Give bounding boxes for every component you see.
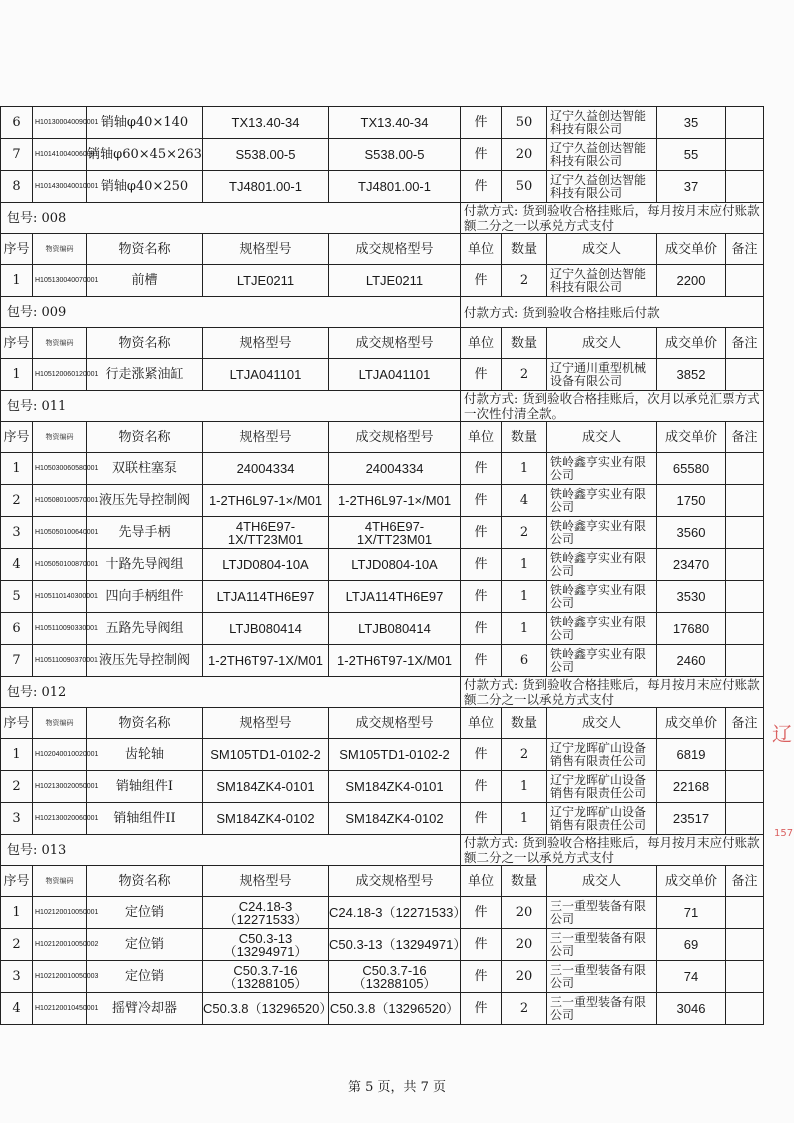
unit: 件: [461, 645, 502, 677]
column-header: 物资名称: [87, 708, 203, 739]
unit: 件: [461, 929, 502, 961]
unit-price: 23470: [657, 549, 726, 581]
spec-model: S538.00-5: [203, 139, 329, 171]
material-name: 双联柱塞泵: [87, 453, 203, 485]
deal-spec-model: 24004334: [329, 453, 461, 485]
unit: 件: [461, 961, 502, 993]
red-seal-stamp: [768, 700, 794, 850]
vendor: 铁岭鑫亨实业有限公司: [547, 645, 657, 677]
column-header: 序号: [1, 708, 33, 739]
material-code: H102130020050001: [33, 771, 87, 803]
quantity: 20: [502, 139, 547, 171]
spec-model: C50.3.8（13296520）: [203, 993, 329, 1025]
table-row: [1, 803, 764, 835]
vendor: 辽宁通川重型机械设备有限公司: [547, 359, 657, 391]
material-name: 液压先导控制阀: [87, 645, 203, 677]
spec-model: 24004334: [203, 453, 329, 485]
vendor: 辽宁久益创达智能科技有限公司: [547, 107, 657, 139]
quantity: 2: [502, 517, 547, 549]
spec-model: SM184ZK4-0102: [203, 803, 329, 835]
column-header: 成交单价: [657, 708, 726, 739]
row-no: 3: [1, 961, 33, 993]
table-row: [1, 739, 764, 771]
column-header: 成交人: [547, 328, 657, 359]
vendor: 三一重型装备有限公司: [547, 993, 657, 1025]
remark: [726, 739, 764, 771]
unit-price: 3560: [657, 517, 726, 549]
quantity: 2: [502, 359, 547, 391]
quantity: 2: [502, 739, 547, 771]
unit: 件: [461, 613, 502, 645]
unit: 件: [461, 139, 502, 171]
column-header: 备注: [726, 328, 764, 359]
deal-spec-model: TJ4801.00-1: [329, 171, 461, 203]
material-name: 销轴组件II: [87, 803, 203, 835]
column-header: 物资名称: [87, 234, 203, 265]
payment-terms: 付款方式: 货到验收合格挂账后，次月以承兑汇票方式一次性付清全款。: [461, 391, 764, 422]
column-header: 物资名称: [87, 866, 203, 897]
unit: 件: [461, 171, 502, 203]
payment-terms: 付款方式: 货到验收合格挂账后，每月按月末应付账款额二分之一以承兑方式支付: [461, 677, 764, 708]
column-header: 数量: [502, 422, 547, 453]
column-header: 成交规格型号: [329, 422, 461, 453]
column-header: 数量: [502, 866, 547, 897]
material-name: 定位销: [87, 897, 203, 929]
remark: [726, 613, 764, 645]
row-no: 6: [1, 107, 33, 139]
vendor: 三一重型装备有限公司: [547, 897, 657, 929]
quantity: 50: [502, 107, 547, 139]
stamp-number: 157: [774, 828, 794, 839]
column-header: 物资编码: [33, 708, 87, 739]
quantity: 1: [502, 549, 547, 581]
column-header: 成交单价: [657, 422, 726, 453]
remark: [726, 929, 764, 961]
table-row: [1, 171, 764, 203]
remark: [726, 359, 764, 391]
column-header: 备注: [726, 708, 764, 739]
remark: [726, 265, 764, 297]
table-row: [1, 581, 764, 613]
column-header: 成交人: [547, 422, 657, 453]
vendor: 铁岭鑫亨实业有限公司: [547, 517, 657, 549]
spec-model: SM105TD1-0102-2: [203, 739, 329, 771]
row-no: 2: [1, 771, 33, 803]
unit: 件: [461, 453, 502, 485]
remark: [726, 961, 764, 993]
deal-spec-model: SM184ZK4-0102: [329, 803, 461, 835]
column-header: 规格型号: [203, 234, 329, 265]
spec-model: 4TH6E97-1X/TT23M01: [203, 517, 329, 549]
material-name: 定位销: [87, 929, 203, 961]
material-code: H105110090370001: [33, 645, 87, 677]
deal-spec-model: TX13.40-34: [329, 107, 461, 139]
deal-spec-model: C24.18-3（12271533）: [329, 897, 461, 929]
spec-model: 1-2TH6T97-1X/M01: [203, 645, 329, 677]
vendor: 三一重型装备有限公司: [547, 961, 657, 993]
quantity: 20: [502, 929, 547, 961]
material-code: H102130020060001: [33, 803, 87, 835]
row-no: 8: [1, 171, 33, 203]
spec-model: TX13.40-34: [203, 107, 329, 139]
column-header: 规格型号: [203, 866, 329, 897]
column-header: 序号: [1, 328, 33, 359]
material-name: 先导手柄: [87, 517, 203, 549]
table-body: [1, 107, 764, 1025]
column-header: 数量: [502, 328, 547, 359]
unit-price: 65580: [657, 453, 726, 485]
header-row: [1, 708, 764, 739]
table-row: [1, 453, 764, 485]
deal-spec-model: LTJA041101: [329, 359, 461, 391]
quantity: 50: [502, 171, 547, 203]
material-name: 前槽: [87, 265, 203, 297]
deal-spec-model: 1-2TH6T97-1X/M01: [329, 645, 461, 677]
deal-spec-model: C50.3.7-16（13288105）: [329, 961, 461, 993]
row-no: 3: [1, 803, 33, 835]
unit-price: 35: [657, 107, 726, 139]
unit: 件: [461, 549, 502, 581]
spec-model: LTJE0211: [203, 265, 329, 297]
vendor: 辽宁久益创达智能科技有限公司: [547, 265, 657, 297]
material-name: 五路先导阀组: [87, 613, 203, 645]
header-row: [1, 234, 764, 265]
column-header: 备注: [726, 422, 764, 453]
header-row: [1, 422, 764, 453]
payment-terms: 付款方式: 货到验收合格挂账后，每月按月末应付账款额二分之一以承兑方式支付: [461, 203, 764, 234]
payment-terms: 付款方式: 货到验收合格挂账后，每月按月末应付账款额二分之一以承兑方式支付: [461, 835, 764, 866]
material-code: H102120010050003: [33, 961, 87, 993]
quantity: 2: [502, 993, 547, 1025]
package-number: 包号: 008: [1, 203, 461, 234]
row-no: 1: [1, 897, 33, 929]
material-code: H101300040090001: [33, 107, 87, 139]
material-name: 液压先导控制阀: [87, 485, 203, 517]
quantity: 4: [502, 485, 547, 517]
deal-spec-model: C50.3-13（13294971）: [329, 929, 461, 961]
quantity: 1: [502, 803, 547, 835]
column-header: 规格型号: [203, 328, 329, 359]
column-header: 成交人: [547, 866, 657, 897]
package-number: 包号: 011: [1, 391, 461, 422]
vendor: 辽宁龙晖矿山设备销售有限责任公司: [547, 771, 657, 803]
deal-spec-model: 1-2TH6L97-1×/M01: [329, 485, 461, 517]
column-header: 成交规格型号: [329, 866, 461, 897]
material-name: 销轴组件I: [87, 771, 203, 803]
material-code: H102120010450001: [33, 993, 87, 1025]
spec-model: SM184ZK4-0101: [203, 771, 329, 803]
column-header: 规格型号: [203, 422, 329, 453]
column-header: 成交人: [547, 234, 657, 265]
table-row: [1, 485, 764, 517]
row-no: 4: [1, 549, 33, 581]
unit: 件: [461, 581, 502, 613]
unit: 件: [461, 897, 502, 929]
remark: [726, 171, 764, 203]
column-header: 物资名称: [87, 422, 203, 453]
quantity: 20: [502, 961, 547, 993]
remark: [726, 517, 764, 549]
quantity: 20: [502, 897, 547, 929]
material-code: H105030060580001: [33, 453, 87, 485]
spec-model: C50.3.7-16（13288105）: [203, 961, 329, 993]
material-name: 销轴φ40×250: [87, 171, 203, 203]
column-header: 序号: [1, 234, 33, 265]
material-code: H101410040060001: [33, 139, 87, 171]
column-header: 备注: [726, 234, 764, 265]
column-header: 序号: [1, 866, 33, 897]
remark: [726, 581, 764, 613]
spec-model: TJ4801.00-1: [203, 171, 329, 203]
procurement-table: [0, 106, 764, 1025]
deal-spec-model: LTJA114TH6E97: [329, 581, 461, 613]
vendor: 辽宁龙晖矿山设备销售有限责任公司: [547, 803, 657, 835]
row-no: 6: [1, 613, 33, 645]
row-no: 2: [1, 485, 33, 517]
column-header: 物资编码: [33, 866, 87, 897]
table-row: [1, 897, 764, 929]
column-header: 成交规格型号: [329, 328, 461, 359]
table-row: [1, 771, 764, 803]
material-code: H105050100870001: [33, 549, 87, 581]
row-no: 2: [1, 929, 33, 961]
deal-spec-model: LTJD0804-10A: [329, 549, 461, 581]
table-row: [1, 613, 764, 645]
deal-spec-model: S538.00-5: [329, 139, 461, 171]
column-header: 单位: [461, 422, 502, 453]
deal-spec-model: LTJB080414: [329, 613, 461, 645]
page-footer: 第 5 页，共 7 页: [347, 1080, 447, 1095]
table-row: [1, 139, 764, 171]
deal-spec-model: SM105TD1-0102-2: [329, 739, 461, 771]
table-row: [1, 265, 764, 297]
unit: 件: [461, 517, 502, 549]
remark: [726, 107, 764, 139]
row-no: 1: [1, 453, 33, 485]
material-name: 齿轮轴: [87, 739, 203, 771]
column-header: 成交规格型号: [329, 234, 461, 265]
column-header: 备注: [726, 866, 764, 897]
unit: 件: [461, 993, 502, 1025]
unit-price: 17680: [657, 613, 726, 645]
remark: [726, 897, 764, 929]
material-code: H102040010020001: [33, 739, 87, 771]
unit-price: 6819: [657, 739, 726, 771]
unit-price: 1750: [657, 485, 726, 517]
vendor: 辽宁久益创达智能科技有限公司: [547, 139, 657, 171]
unit-price: 23517: [657, 803, 726, 835]
quantity: 1: [502, 613, 547, 645]
package-number: 包号: 013: [1, 835, 461, 866]
unit-price: 71: [657, 897, 726, 929]
quantity: 2: [502, 265, 547, 297]
table-row: [1, 107, 764, 139]
unit-price: 3046: [657, 993, 726, 1025]
column-header: 规格型号: [203, 708, 329, 739]
column-header: 物资编码: [33, 234, 87, 265]
material-name: 销轴φ40×140: [87, 107, 203, 139]
spec-model: LTJA114TH6E97: [203, 581, 329, 613]
unit-price: 74: [657, 961, 726, 993]
row-no: 1: [1, 265, 33, 297]
column-header: 物资编码: [33, 422, 87, 453]
unit: 件: [461, 485, 502, 517]
column-header: 单位: [461, 708, 502, 739]
column-header: 数量: [502, 708, 547, 739]
material-name: 行走涨紧油缸: [87, 359, 203, 391]
spec-model: LTJB080414: [203, 613, 329, 645]
spec-model: C50.3-13（13294971）: [203, 929, 329, 961]
unit: 件: [461, 107, 502, 139]
table-row: [1, 517, 764, 549]
material-name: 摇臂冷却器: [87, 993, 203, 1025]
header-row: [1, 328, 764, 359]
remark: [726, 453, 764, 485]
row-no: 7: [1, 139, 33, 171]
spec-model: LTJA041101: [203, 359, 329, 391]
unit: 件: [461, 771, 502, 803]
material-code: H102120010050001: [33, 897, 87, 929]
package-number: 包号: 012: [1, 677, 461, 708]
unit-price: 22168: [657, 771, 726, 803]
unit: 件: [461, 265, 502, 297]
vendor: 铁岭鑫亨实业有限公司: [547, 549, 657, 581]
vendor: 铁岭鑫亨实业有限公司: [547, 453, 657, 485]
spec-model: C24.18-3（12271533）: [203, 897, 329, 929]
package-row: [1, 677, 764, 708]
column-header: 成交人: [547, 708, 657, 739]
quantity: 1: [502, 771, 547, 803]
material-code: H105110140300001: [33, 581, 87, 613]
quantity: 1: [502, 453, 547, 485]
vendor: 三一重型装备有限公司: [547, 929, 657, 961]
unit-price: 2200: [657, 265, 726, 297]
document-page: [0, 106, 764, 1025]
spec-model: 1-2TH6L97-1×/M01: [203, 485, 329, 517]
table-row: [1, 961, 764, 993]
column-header: 成交单价: [657, 866, 726, 897]
remark: [726, 771, 764, 803]
material-name: 四向手柄组件: [87, 581, 203, 613]
column-header: 成交规格型号: [329, 708, 461, 739]
material-name: 销轴φ60×45×263: [87, 139, 203, 171]
row-no: 3: [1, 517, 33, 549]
column-header: 物资名称: [87, 328, 203, 359]
material-code: H102120010050002: [33, 929, 87, 961]
unit: 件: [461, 803, 502, 835]
deal-spec-model: LTJE0211: [329, 265, 461, 297]
payment-terms: 付款方式: 货到验收合格挂账后付款: [461, 297, 764, 328]
unit-price: 69: [657, 929, 726, 961]
package-row: [1, 391, 764, 422]
header-row: [1, 866, 764, 897]
column-header: 单位: [461, 328, 502, 359]
table-row: [1, 549, 764, 581]
deal-spec-model: SM184ZK4-0101: [329, 771, 461, 803]
remark: [726, 993, 764, 1025]
row-no: 1: [1, 739, 33, 771]
material-code: H105110090330001: [33, 613, 87, 645]
material-code: H105080100570001: [33, 485, 87, 517]
deal-spec-model: 4TH6E97-1X/TT23M01: [329, 517, 461, 549]
package-row: [1, 835, 764, 866]
stamp-char: 辽: [772, 722, 792, 746]
material-code: H105130040070001: [33, 265, 87, 297]
table-row: [1, 993, 764, 1025]
unit-price: 3530: [657, 581, 726, 613]
unit-price: 55: [657, 139, 726, 171]
table-row: [1, 929, 764, 961]
package-row: [1, 203, 764, 234]
row-no: 7: [1, 645, 33, 677]
vendor: 铁岭鑫亨实业有限公司: [547, 485, 657, 517]
deal-spec-model: C50.3.8（13296520）: [329, 993, 461, 1025]
remark: [726, 549, 764, 581]
spec-model: LTJD0804-10A: [203, 549, 329, 581]
material-code: H101430040010001: [33, 171, 87, 203]
vendor: 辽宁龙晖矿山设备销售有限责任公司: [547, 739, 657, 771]
vendor: 铁岭鑫亨实业有限公司: [547, 581, 657, 613]
table-row: [1, 359, 764, 391]
column-header: 成交单价: [657, 234, 726, 265]
material-name: 十路先导阀组: [87, 549, 203, 581]
material-name: 定位销: [87, 961, 203, 993]
vendor: 辽宁久益创达智能科技有限公司: [547, 171, 657, 203]
column-header: 物资编码: [33, 328, 87, 359]
unit-price: 3852: [657, 359, 726, 391]
column-header: 单位: [461, 866, 502, 897]
table-row: [1, 645, 764, 677]
column-header: 数量: [502, 234, 547, 265]
unit: 件: [461, 359, 502, 391]
quantity: 6: [502, 645, 547, 677]
remark: [726, 485, 764, 517]
material-code: H105050100640001: [33, 517, 87, 549]
unit: 件: [461, 739, 502, 771]
row-no: 1: [1, 359, 33, 391]
column-header: 单位: [461, 234, 502, 265]
remark: [726, 803, 764, 835]
package-row: [1, 297, 764, 328]
quantity: 1: [502, 581, 547, 613]
row-no: 4: [1, 993, 33, 1025]
remark: [726, 139, 764, 171]
unit-price: 2460: [657, 645, 726, 677]
row-no: 5: [1, 581, 33, 613]
remark: [726, 645, 764, 677]
package-number: 包号: 009: [1, 297, 461, 328]
vendor: 铁岭鑫亨实业有限公司: [547, 613, 657, 645]
column-header: 成交单价: [657, 328, 726, 359]
unit-price: 37: [657, 171, 726, 203]
column-header: 序号: [1, 422, 33, 453]
material-code: H105120060120001: [33, 359, 87, 391]
